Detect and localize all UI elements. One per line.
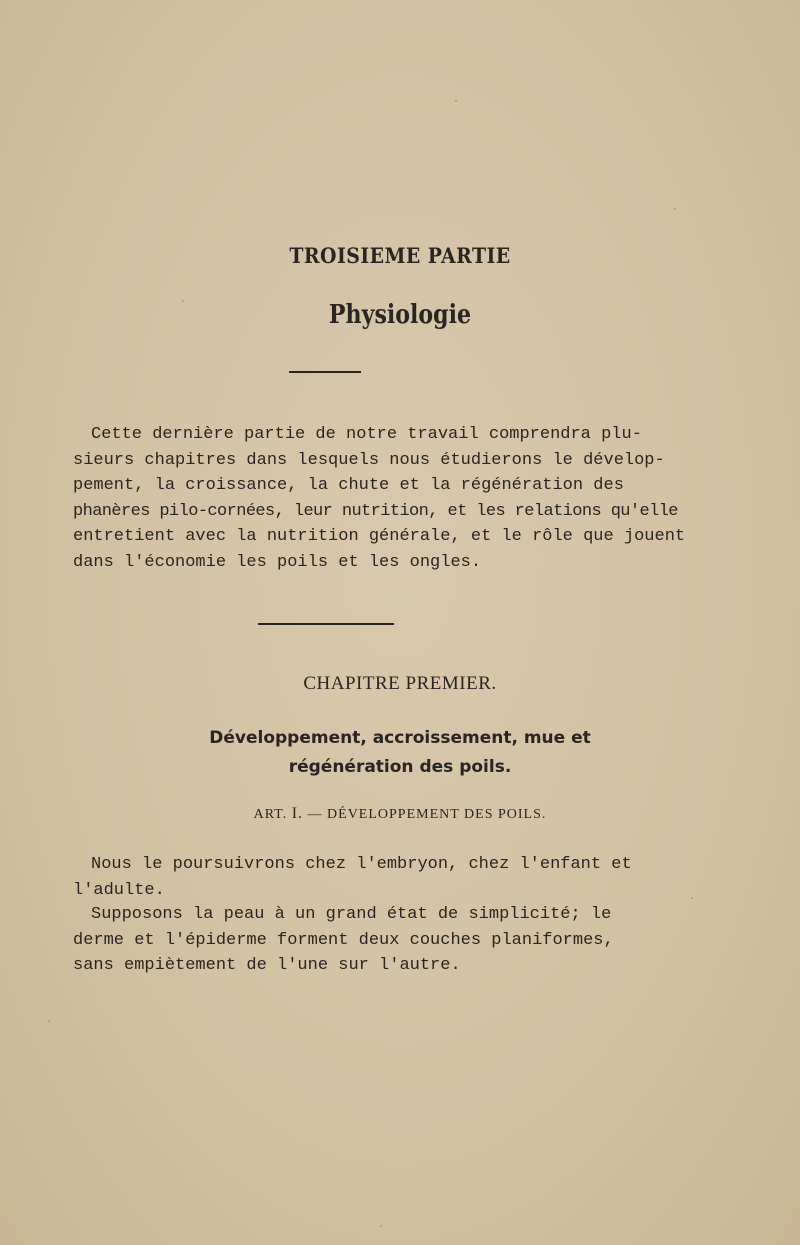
section-title [0,724,800,782]
divider-rule [258,623,394,625]
section-title-line: régénération des poils. [288,757,512,777]
intro-paragraph [73,422,686,575]
paragraph-line: Nous le poursuivrons chez l'embryon, chez l'enfant et [91,855,632,874]
article-prefix: ART. [253,807,288,822]
paper-speck [691,897,693,899]
paragraph-line: sieurs chapitres dans lesquels nous étudierons le dévelop- [73,450,665,470]
paper-speck [380,1225,382,1227]
paragraph-line: entretient avec la nutrition générale, et le rôle que jouent [73,527,686,546]
paper-speck [48,1020,50,1022]
paragraph-line: derme et l'épiderme forment deux couches planiformes, [73,930,614,950]
part-subtitle: Physiologie [328,300,472,330]
paragraph-line: dans l'économie les poils et les ongles. [73,552,482,572]
paragraph-line: Cette dernière partie de notre travail comprendra plu- [91,425,642,444]
section-title-line: Développement, accroissement, mue et [209,728,591,748]
article-title: — DÉVELOPPEMENT DES POILS. [307,807,547,822]
divider-rule [289,371,361,373]
chapter-title: CHAPITRE PREMIER. [303,673,497,694]
paragraph-line: sans empiètement de l'une sur l'autre. [73,956,461,975]
body-paragraph [73,902,614,979]
paragraph-line: pement, la croissance, la chute et la régénération des [73,476,624,495]
paper-speck [455,100,457,102]
article-number: I. [291,805,304,822]
paragraph-line: phanères pilo-cornées, leur nutrition, et les relations qu'elle [73,501,678,521]
part-title: TROISIEME PARTIE [289,243,511,268]
body-paragraph [73,852,632,903]
paragraph-line: l'adulte. [73,880,165,900]
article-heading [0,805,800,823]
paragraph-line: Supposons la peau à un grand état de simplicité; le [91,905,612,924]
paper-speck [674,208,676,210]
